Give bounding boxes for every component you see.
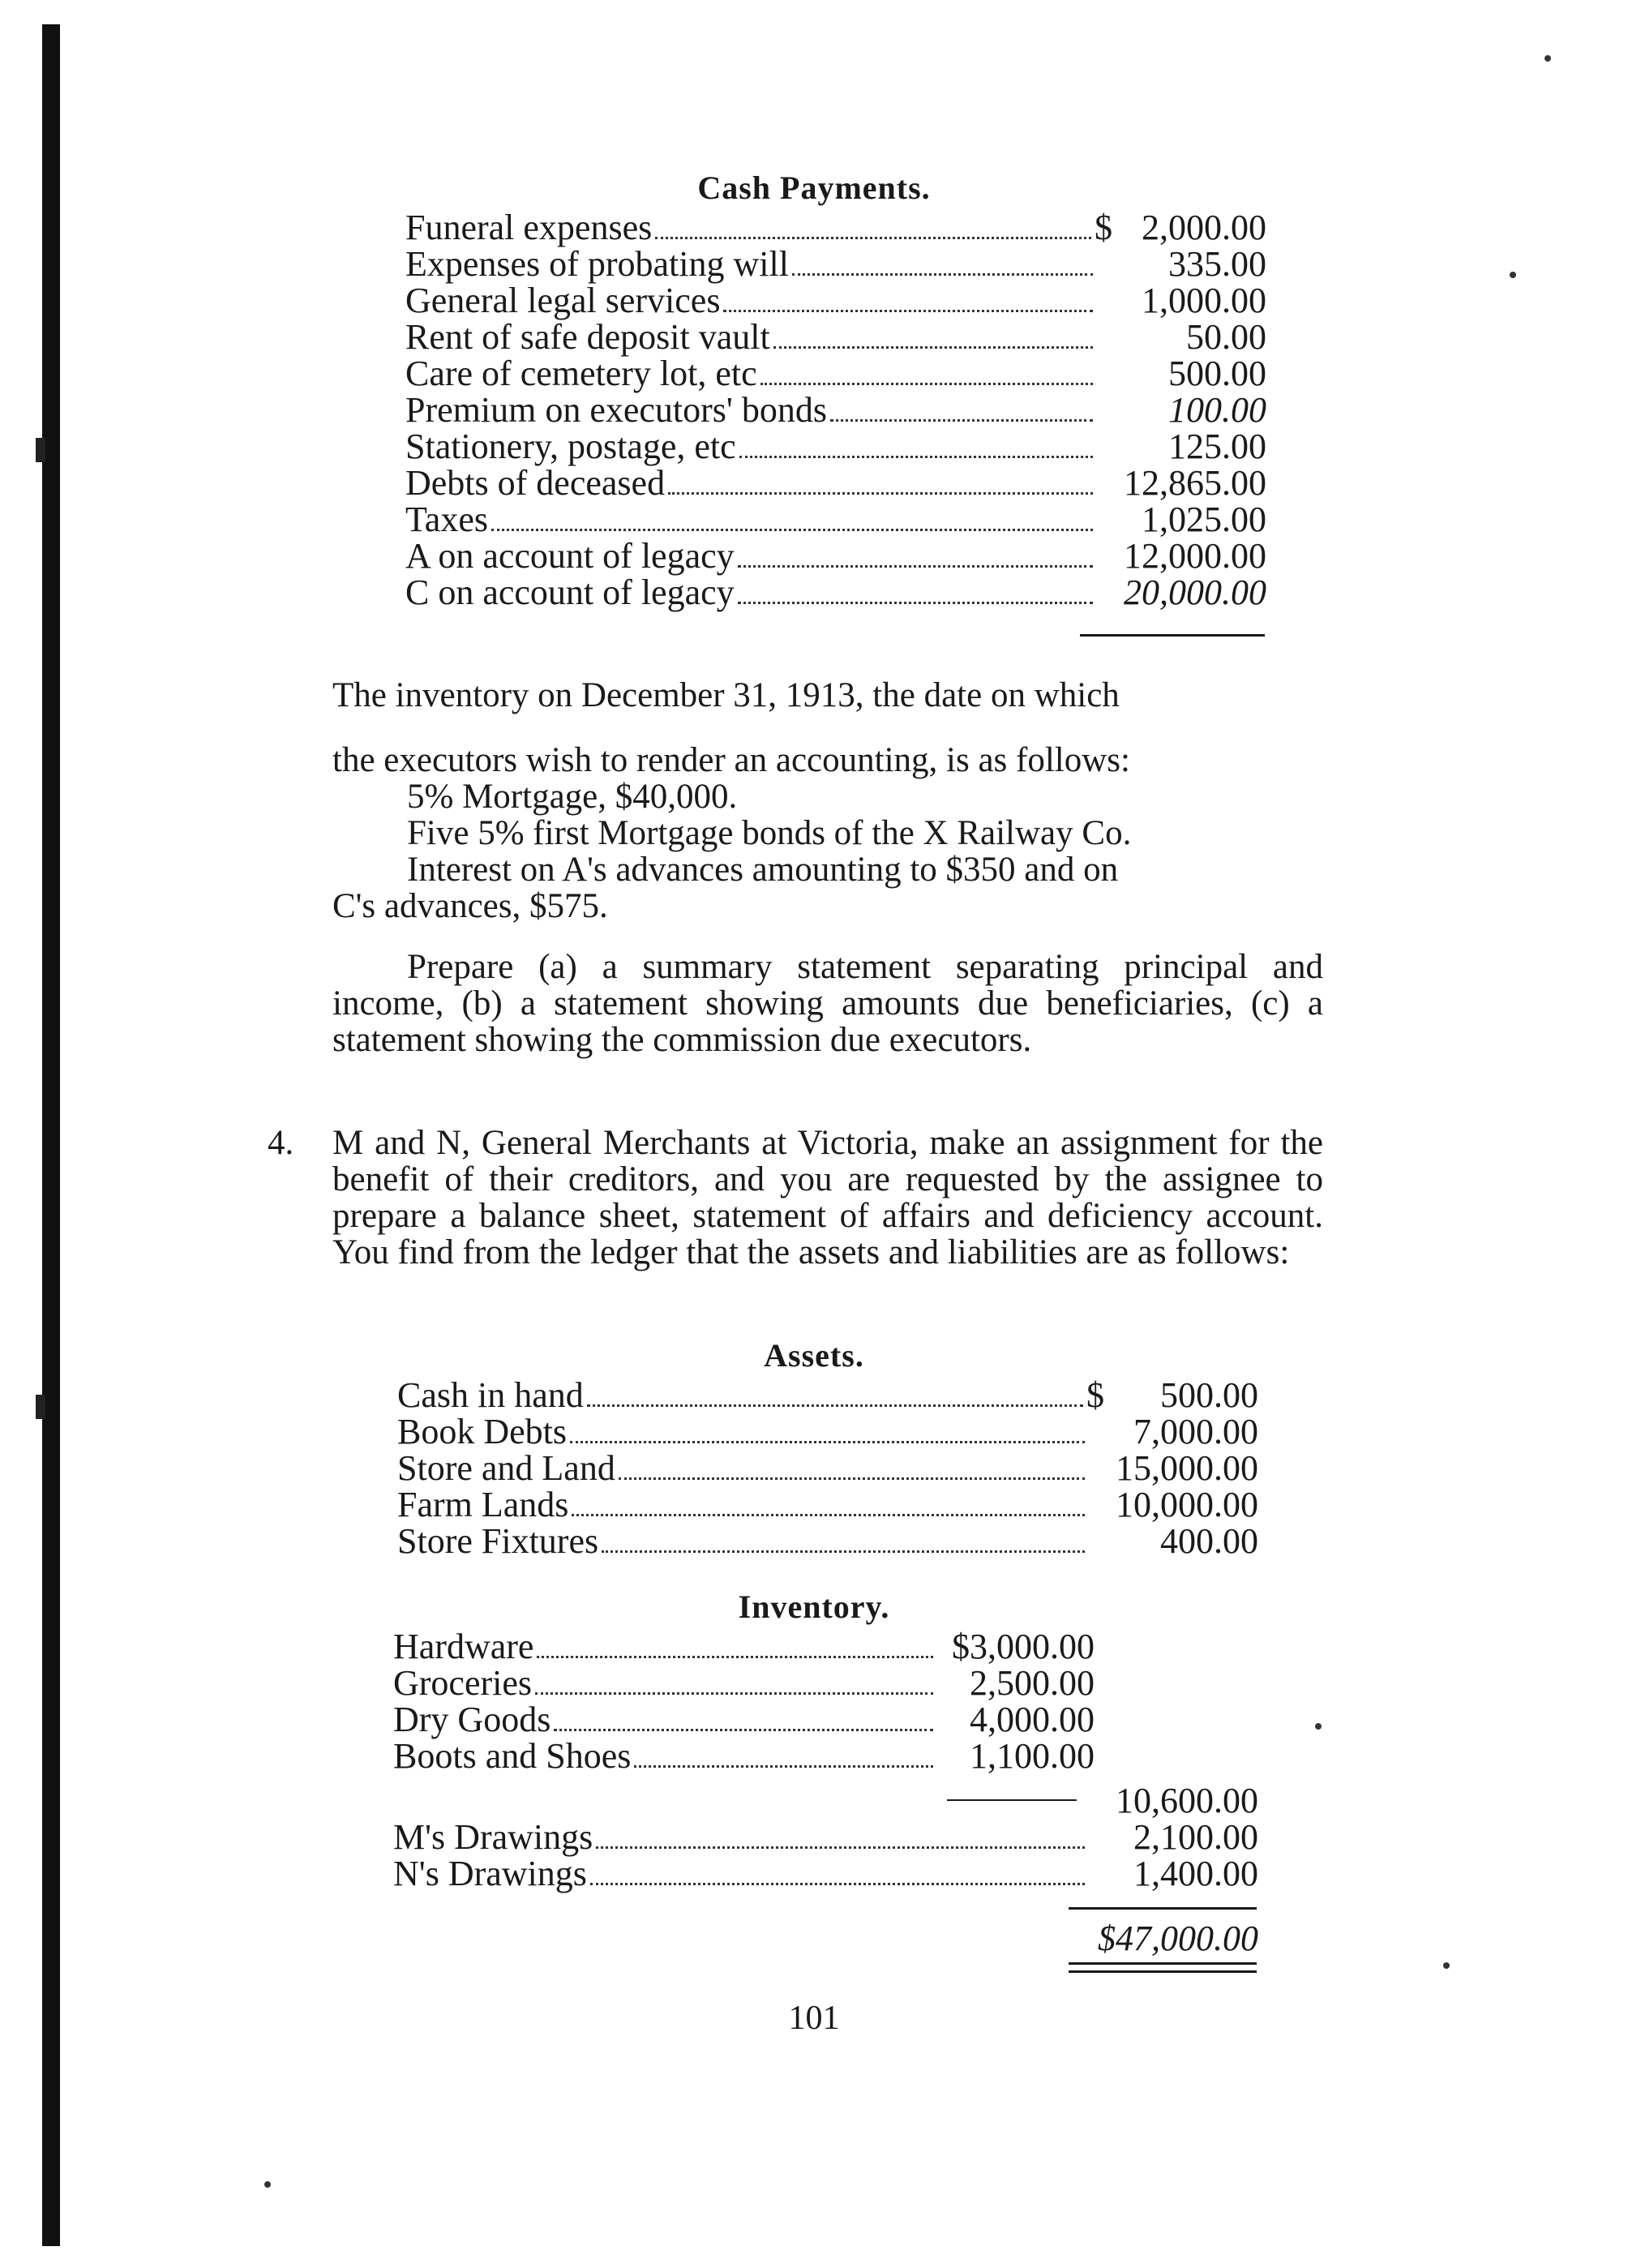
cash-payments-list: [405, 209, 1266, 611]
grand-total-row: [1054, 1920, 1258, 1957]
inventory-subtotal: 10,600.00: [1116, 1781, 1258, 1820]
ledger-label: Rent of safe deposit vault: [405, 317, 770, 357]
leader-dots: [655, 237, 1091, 239]
ledger-amount: 20,000.00: [1124, 572, 1266, 612]
problem-number: 4.: [268, 1124, 294, 1162]
grand-total: $47,000.00: [1098, 1919, 1258, 1958]
prepare-instructions: Prepare (a) a summary statement separating principal and income, (b) a statement showing amounts due beneficiaries, (c) a statement showing the commission due executors.: [332, 948, 1323, 1059]
ledger-row: [405, 392, 1266, 428]
inventory-item: Interest on A's advances amounting to $350 and on: [407, 851, 1119, 889]
double-rule-bottom: [1069, 1970, 1257, 1973]
inventory-intro-line: the executors wish to render an accounting, is as follows:: [332, 741, 1130, 779]
ledger-row: [393, 1665, 1095, 1701]
ledger-label: Farm Lands: [397, 1485, 569, 1524]
leader-dots: [739, 456, 1093, 458]
assets-heading: Assets.: [764, 1337, 864, 1374]
ledger-row: [393, 1628, 1095, 1665]
ledger-row: [397, 1413, 1258, 1450]
ledger-row: [1054, 1920, 1258, 1957]
ledger-row: [405, 209, 1266, 246]
leader-dots: [596, 1846, 1085, 1849]
drawings-list: [393, 1819, 1258, 1892]
ledger-row: [405, 428, 1266, 465]
ledger-row: [1086, 1782, 1258, 1819]
ledger-label: N's Drawings: [393, 1854, 587, 1893]
ledger-label: Store Fixtures: [397, 1521, 599, 1561]
assets-list: [397, 1377, 1258, 1559]
scan-speck: [1510, 272, 1516, 278]
ledger-label: Cash in hand: [397, 1375, 584, 1415]
ledger-amount: 1,100.00: [970, 1736, 1095, 1776]
ledger-label: Hardware: [393, 1627, 534, 1666]
page-number: 101: [788, 2000, 840, 2037]
ledger-amount: 2,500.00: [970, 1663, 1095, 1703]
currency-sign: $: [1095, 208, 1112, 247]
ledger-label: Funeral expenses: [405, 208, 653, 247]
ledger-row: [405, 501, 1266, 538]
currency-sign: $: [1086, 1375, 1104, 1415]
ledger-amount: 15,000.00: [1116, 1448, 1258, 1488]
ledger-row: [397, 1450, 1258, 1486]
ledger-label: C on account of legacy: [405, 572, 735, 612]
scan-speck: [1544, 55, 1551, 62]
ledger-amount: 100.00: [1168, 390, 1266, 430]
ledger-label: Dry Goods: [393, 1700, 551, 1739]
ledger-amount: 4,000.00: [970, 1700, 1095, 1739]
ledger-amount: 7,000.00: [1133, 1412, 1258, 1451]
leader-dots: [554, 1729, 933, 1731]
leader-dots: [830, 419, 1093, 422]
ledger-amount: 2,000.00: [1142, 208, 1266, 247]
ledger-amount: 400.00: [1160, 1521, 1258, 1561]
ledger-amount: 1,025.00: [1142, 499, 1266, 539]
ledger-row: [397, 1523, 1258, 1559]
ledger-amount: 500.00: [1160, 1375, 1258, 1415]
ledger-row: [397, 1377, 1258, 1413]
ledger-amount: 335.00: [1168, 244, 1266, 284]
ledger-amount: 125.00: [1168, 427, 1266, 466]
leader-dots: [572, 1514, 1085, 1516]
ledger-row: [405, 282, 1266, 319]
leader-dots: [723, 310, 1093, 312]
leader-dots: [738, 602, 1093, 604]
ledger-row: [393, 1855, 1258, 1892]
ledger-row: [405, 319, 1266, 355]
ledger-amount: 12,865.00: [1124, 463, 1266, 503]
leader-dots: [668, 492, 1093, 495]
ledger-amount: 12,000.00: [1124, 536, 1266, 576]
ledger-row: [393, 1738, 1095, 1774]
cash-payments-heading: Cash Payments.: [697, 169, 931, 206]
scan-speck: [264, 2181, 271, 2188]
inventory-item: 5% Mortgage, $40,000.: [407, 778, 738, 816]
ledger-label: Store and Land: [397, 1448, 615, 1488]
ledger-label: Book Debts: [397, 1412, 567, 1451]
ledger-amount: 2,100.00: [1133, 1817, 1258, 1857]
ledger-label: A on account of legacy: [405, 536, 735, 576]
total-rule: [1080, 634, 1265, 637]
ledger-row: [405, 465, 1266, 501]
ledger-amount: 50.00: [1186, 317, 1266, 357]
ledger-label: Debts of deceased: [405, 463, 666, 503]
leader-dots: [491, 529, 1093, 531]
inventory-intro-line: The inventory on December 31, 1913, the date on which: [332, 676, 1120, 714]
ledger-label: Premium on executors' bonds: [405, 390, 827, 430]
ledger-row: [405, 574, 1266, 611]
leader-dots: [602, 1550, 1085, 1553]
leader-dots: [760, 383, 1093, 385]
leader-dots: [634, 1765, 933, 1768]
ledger-row: [405, 355, 1266, 392]
ledger-row: [405, 538, 1266, 574]
leader-dots: [619, 1477, 1085, 1480]
ledger-amount: 1,000.00: [1142, 281, 1266, 320]
ledger-label: Stationery, postage, etc: [405, 427, 736, 466]
ledger-label: Taxes: [405, 499, 488, 539]
inventory-item: C's advances, $575.: [332, 887, 608, 925]
subtotal-rule: [947, 1799, 1077, 1801]
total-rule: [1069, 1907, 1257, 1910]
ledger-row: [393, 1819, 1258, 1855]
inventory-item: Five 5% first Mortgage bonds of the X Railway Co.: [407, 814, 1132, 852]
binding-mark: [36, 438, 45, 462]
ledger-label: Boots and Shoes: [393, 1736, 632, 1776]
inventory-subtotal-row: [1086, 1782, 1258, 1819]
ledger-row: [397, 1486, 1258, 1523]
leader-dots: [587, 1404, 1083, 1407]
leader-dots: [738, 565, 1093, 568]
leader-dots: [537, 1656, 933, 1658]
ledger-amount: $3,000.00: [952, 1627, 1095, 1666]
leader-dots: [792, 273, 1093, 276]
ledger-amount: 1,400.00: [1133, 1854, 1258, 1893]
double-rule-top: [1069, 1962, 1257, 1965]
inventory-list: [393, 1628, 1095, 1774]
problem-4-text: M and N, General Merchants at Victoria, make an assignment for the benefit of their creditors, and you are requested by the assignee to prepare a balance sheet, statement of affairs and deficiency account. You find from the ledger that the assets and liabilities are as follows:: [332, 1124, 1323, 1271]
leader-dots: [570, 1441, 1085, 1443]
ledger-label: M's Drawings: [393, 1817, 593, 1857]
ledger-label: General legal services: [405, 281, 721, 320]
ledger-label: Care of cemetery lot, etc: [405, 354, 757, 393]
leader-dots: [590, 1883, 1085, 1885]
page-binding-edge: [42, 24, 60, 2246]
ledger-amount: 500.00: [1168, 354, 1266, 393]
ledger-label: Groceries: [393, 1663, 533, 1703]
ledger-label: Expenses of probating will: [405, 244, 789, 284]
ledger-amount: 10,000.00: [1116, 1485, 1258, 1524]
ledger-row: [393, 1701, 1095, 1738]
scan-speck: [1315, 1723, 1322, 1730]
ledger-row: [405, 246, 1266, 282]
inventory-heading: Inventory.: [738, 1588, 890, 1625]
binding-mark: [36, 1395, 45, 1419]
leader-dots: [535, 1692, 933, 1695]
scan-speck: [1443, 1962, 1450, 1969]
leader-dots: [773, 346, 1093, 349]
